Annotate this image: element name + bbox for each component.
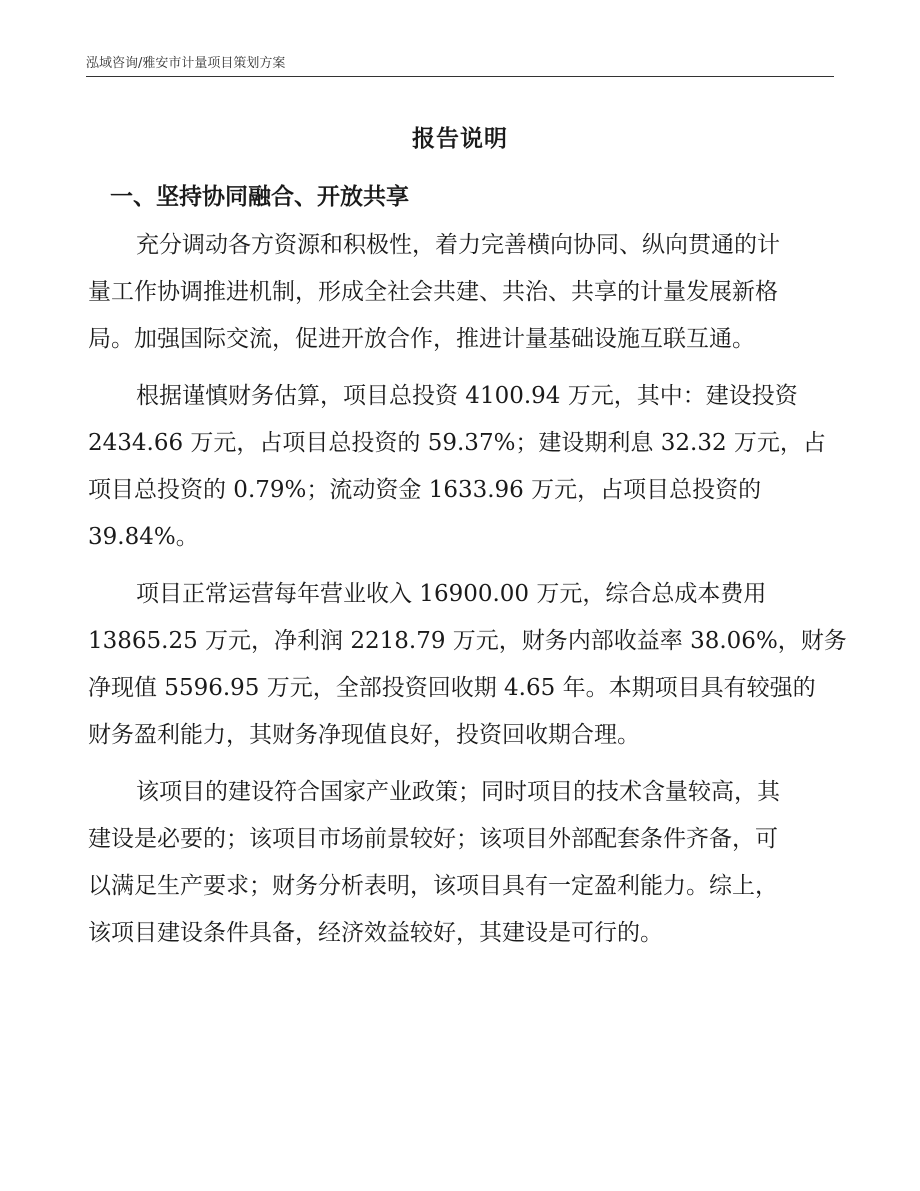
paragraph-line: 2434.66 万元，占项目总投资的 59.37%；建设期利息 32.32 万元，占 bbox=[88, 430, 826, 456]
document-title: 报告说明 bbox=[412, 126, 508, 152]
paragraph-line: 量工作协调推进机制，形成全社会共建、共治、共享的计量发展新格 bbox=[88, 279, 778, 305]
paragraph-line: 充分调动各方资源和积极性，着力完善横向协同、纵向贯通的计 bbox=[136, 232, 780, 258]
paragraph-line: 项目总投资的 0.79%；流动资金 1633.96 万元，占项目总投资的 bbox=[88, 477, 762, 503]
paragraph-line: 该项目的建设符合国家产业政策；同时项目的技术含量较高，其 bbox=[136, 779, 780, 805]
paragraph-line: 13865.25 万元，净利润 2218.79 万元，财务内部收益率 38.06%，财务 bbox=[88, 628, 847, 654]
header-divider bbox=[86, 76, 834, 77]
paragraph-line: 39.84%。 bbox=[88, 524, 199, 550]
paragraph-3 bbox=[88, 571, 847, 759]
paragraph-1 bbox=[88, 222, 828, 363]
paragraph-line: 项目正常运营每年营业收入 16900.00 万元，综合总成本费用 bbox=[136, 581, 767, 607]
document-body bbox=[88, 222, 847, 957]
paragraph-line: 以满足生产要求；财务分析表明，该项目具有一定盈利能力。综上， bbox=[88, 873, 778, 899]
page-header: 泓域咨询/雅安市计量项目策划方案 bbox=[86, 56, 286, 71]
paragraph-line: 净现值 5596.95 万元，全部投资回收期 4.65 年。本期项目具有较强的 bbox=[88, 675, 816, 701]
paragraph-line: 该项目建设条件具备，经济效益较好，其建设是可行的。 bbox=[88, 920, 663, 946]
paragraph-line: 根据谨慎财务估算，项目总投资 4100.94 万元，其中：建设投资 bbox=[136, 383, 798, 409]
paragraph-4 bbox=[88, 769, 828, 957]
paragraph-line: 局。加强国际交流，促进开放合作，推进计量基础设施互联互通。 bbox=[88, 326, 755, 352]
paragraph-line: 财务盈利能力，其财务净现值良好，投资回收期合理。 bbox=[88, 722, 640, 748]
paragraph-line: 建设是必要的；该项目市场前景较好；该项目外部配套条件齐备，可 bbox=[88, 826, 778, 852]
paragraph-2 bbox=[88, 373, 828, 561]
section-heading: 一、坚持协同融合、开放共享 bbox=[110, 184, 409, 210]
